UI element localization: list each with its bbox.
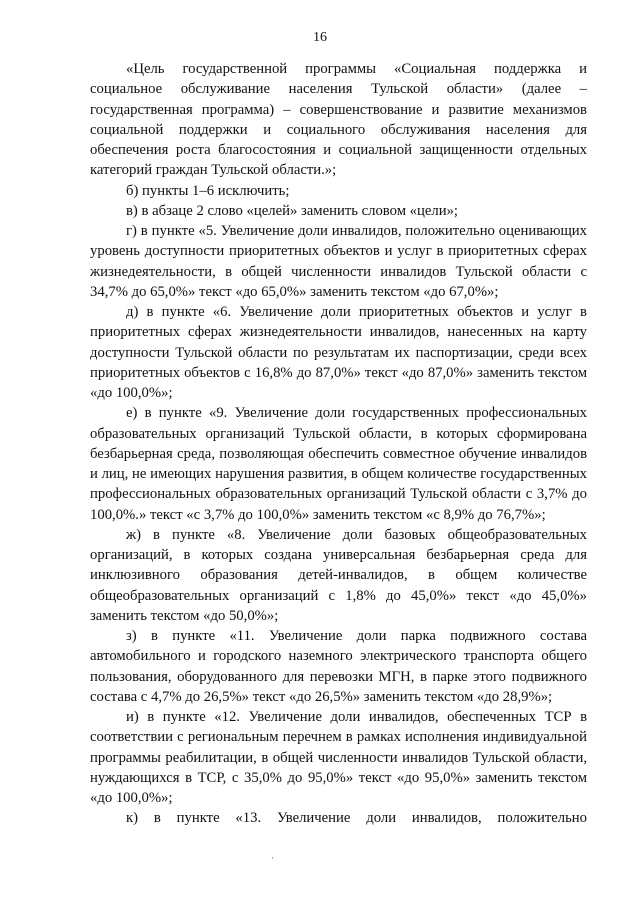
paragraph-goal: «Цель государственной программы «Социальная поддержка и социальное обслуживание населения Тульской области» (далее – государственная программа) – совершенствование и развитие механизмов социальной поддержки и социального обслуживания населения для обеспечения роста благосостояния и социальной защищенности отдельных категорий граждан Тульской области.»; [90, 61, 587, 179]
paragraph-b: б) пункты 1–6 исключить; [126, 182, 290, 199]
paragraph-v: в) в абзаце 2 слово «целей» заменить словом «цели»; [126, 202, 459, 219]
page-number: 16 [313, 30, 327, 45]
paragraph-k: к) в пункте «13. Увеличение доли инвалидов, положительно [126, 810, 587, 827]
scan-mark: · [271, 853, 274, 863]
paragraph-e: е) в пункте «9. Увеличение доли государственных профессиональных образовательных организаций Тульской области, в которых сформирована безбарьерная среда, позволяющая обеспечить совместное обучение инвалидов и лиц, не имеющих нарушения развития, в общем количестве государственных профессиональных образовательных организаций Тульской области с 3,7% до 100,0%.» текст «с 3,7% до 100,0%» заменить текстом «с 8,9% до 76,7%»; [90, 405, 587, 523]
paragraph-d: д) в пункте «6. Увеличение доли приоритетных объектов и услуг в приоритетных сферах жизнедеятельности инвалидов, нанесенных на карту доступности Тульской области по результатам их паспортизации, среди всех приоритетных объектов с 16,8% до 87,0%» текст «до 87,0%» заменить текстом «до 100,0%»; [90, 304, 587, 401]
paragraph-zh: ж) в пункте «8. Увеличение доли базовых общеобразовательных организаций, в которых создана универсальная безбарьерная среда для инклюзивного образования детей-инвалидов, в общем количестве общеобразовательных организаций с 1,8% до 45,0%» текст «до 45,0%» заменить текстом «до 50,0%»; [90, 526, 587, 624]
paragraph-i: и) в пункте «12. Увеличение доли инвалидов, обеспеченных ТСР в соответствии с региональным перечнем в рамках исполнения индивидуальной программы реабилитации, в общей численности инвалидов Тульской области, нуждающихся в ТСР, с 35,0% до 95,0%» текст «до 95,0%» заменить текстом «до 100,0%»; [90, 709, 587, 806]
document-body [90, 59, 587, 829]
paragraph-g: г) в пункте «5. Увеличение доли инвалидов, положительно оценивающих уровень доступности приоритетных объектов и услуг в приоритетных сферах жизнедеятельности, в общей численности инвалидов Тульской области с 34,7% до 65,0%» текст «до 65,0%» заменить текстом «до 67,0%»; [90, 223, 587, 300]
paragraph-z: з) в пункте «11. Увеличение доли парка подвижного состава автомобильного и городского наземного электрического транспорта общего пользования, оборудованного для перевозки МГН, в парке этого подвижного состава с 4,7% до 26,5%» текст «до 26,5%» заменить текстом «до 28,9%»; [90, 628, 587, 705]
